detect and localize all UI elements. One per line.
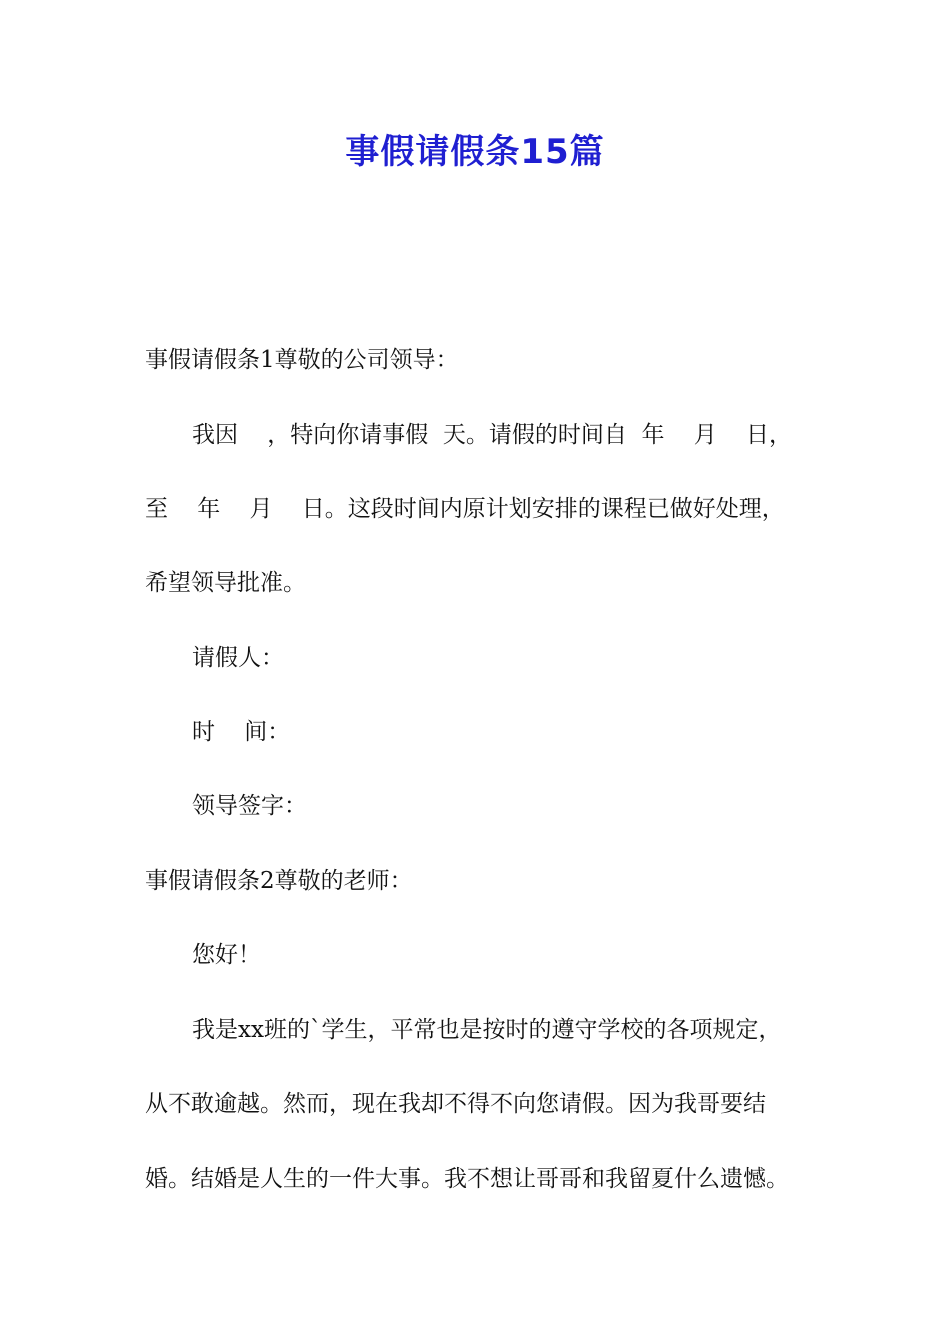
letter-1-body-line: 希望领导批准。 — [145, 570, 306, 596]
letter-2-body-line: 我是xx班的`学生，平常也是按时的遵守学校的各项规定， — [192, 1017, 782, 1043]
letter-2-body-line: 婚。结婚是人生的一件大事。我不想让哥哥和我留夏什么遗憾。 — [145, 1166, 789, 1192]
letter-1-body-line: 我因 ，特向你请事假 天。请假的时间自 年 月 日， — [192, 422, 792, 448]
letter-2-heading: 事假请假条2尊敬的老师： — [145, 868, 413, 894]
letter-1-time: 时 间： — [192, 719, 291, 745]
letter-1-applicant: 请假人： — [192, 645, 284, 671]
letter-2-body-line: 从不敢逾越。然而，现在我却不得不向您请假。因为我哥要结 — [145, 1091, 766, 1117]
letter-1-leader-signature: 领导签字： — [192, 793, 307, 819]
letter-1-body-line: 至 年 月 日。这段时间内原计划安排的课程已做好处理， — [145, 496, 785, 522]
letter-2-greeting: 您好！ — [192, 942, 261, 968]
document-title: 事假请假条15篇 — [345, 132, 605, 172]
letter-1-heading: 事假请假条1尊敬的公司领导： — [145, 347, 459, 373]
